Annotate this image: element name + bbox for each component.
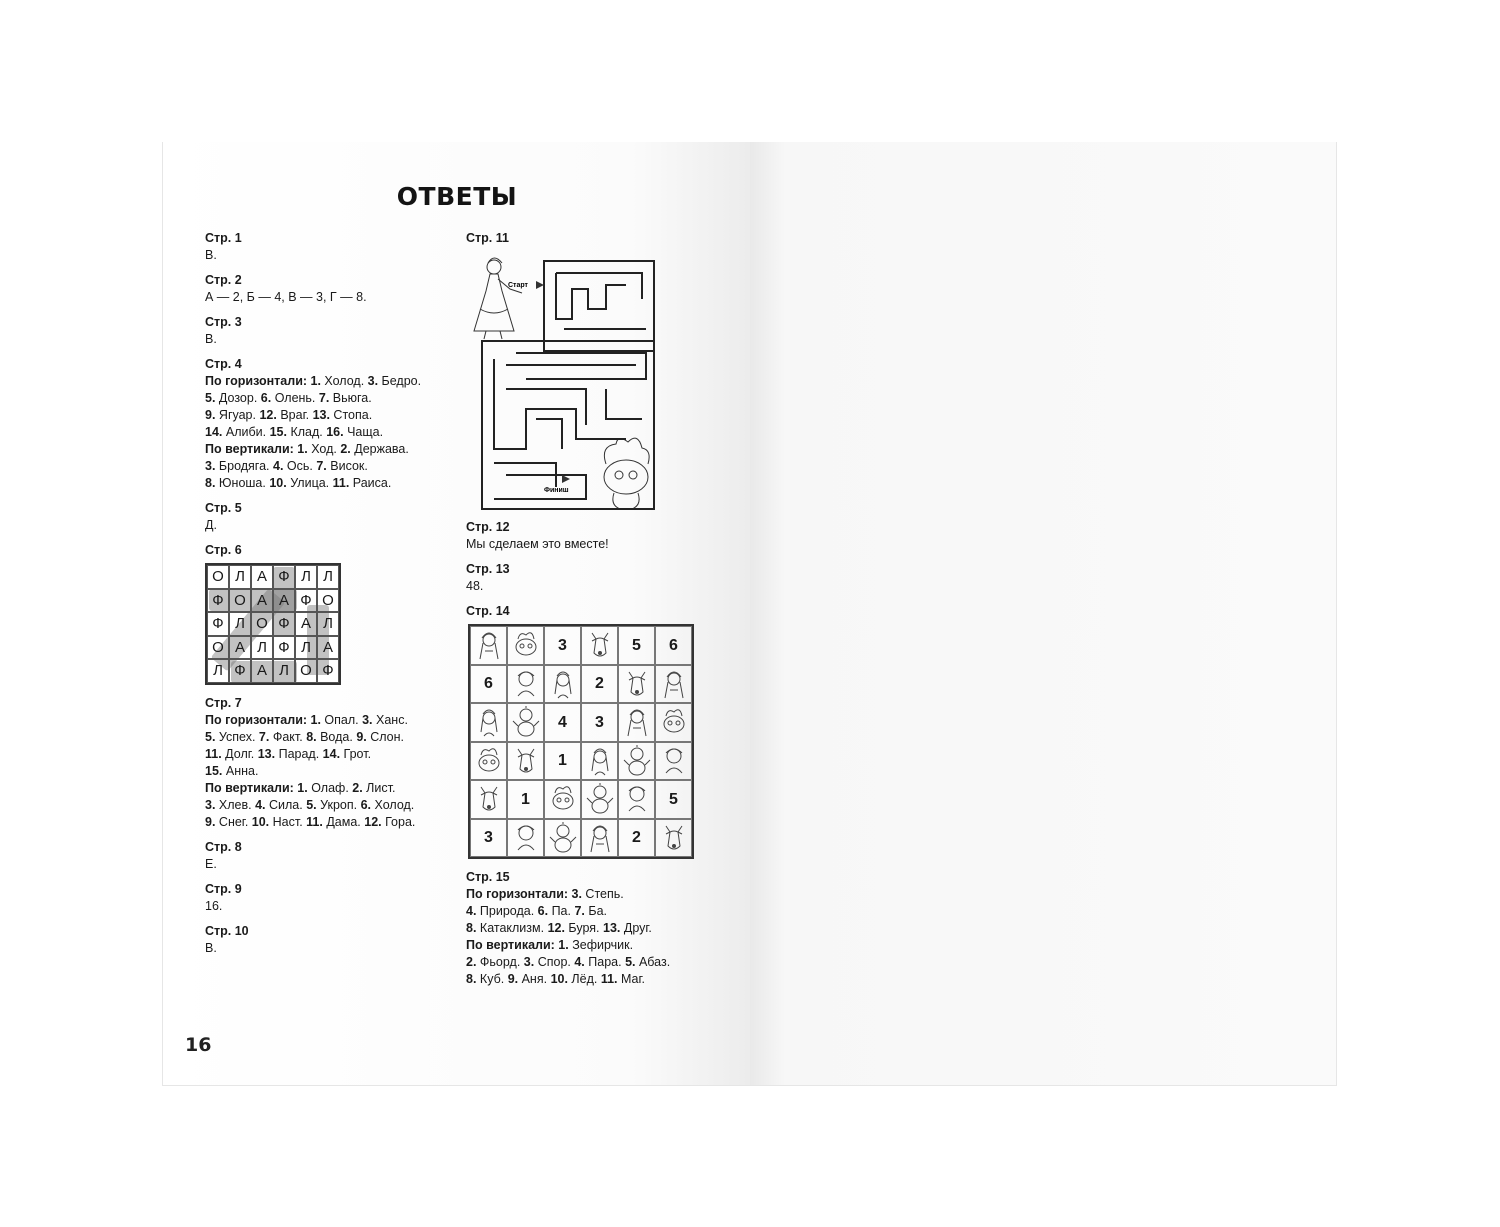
kristoff-icon	[507, 665, 544, 704]
answer-number: 11.	[332, 476, 350, 490]
answer-word: Абаз.	[635, 955, 671, 969]
answer-word: Бродяга.	[215, 459, 273, 473]
answer-number: 3.	[523, 955, 535, 969]
grid-letter: Л	[273, 659, 295, 683]
answer-line	[205, 458, 465, 475]
answer-text: А — 2, Б — 4, В — 3, Г — 8.	[205, 290, 367, 304]
answer-line	[205, 390, 465, 407]
page-ref: Стр. 9	[205, 881, 242, 896]
answer-word: Клад.	[286, 425, 327, 439]
answer-number: По горизонтали: 1.	[205, 712, 321, 727]
answer-block	[205, 839, 465, 873]
answer-number: 5.	[625, 955, 636, 969]
answer-word: Бедро.	[378, 374, 422, 388]
page-ref: Стр. 10	[205, 923, 249, 938]
answer-word: Олаф.	[307, 780, 353, 795]
answer-number: 6.	[360, 797, 372, 812]
answer-block	[205, 230, 465, 264]
answer-text: 48.	[466, 579, 484, 593]
answer-number: По вертикали: 1.	[205, 442, 308, 456]
sven-icon	[655, 819, 692, 858]
kristoff-icon	[507, 819, 544, 858]
answer-block-p11	[466, 230, 726, 511]
grid-letter: Ф	[273, 636, 295, 660]
answer-number: 4.	[255, 797, 266, 812]
answer-word: Юноша.	[215, 476, 270, 490]
elsa-icon	[470, 626, 507, 665]
answer-block	[205, 356, 465, 492]
answer-number: По вертикали: 1.	[466, 938, 569, 952]
answer-word: Ба.	[584, 904, 607, 918]
bruni-icon	[655, 703, 692, 742]
answer-number: 16.	[326, 425, 344, 439]
answer-number: 4.	[574, 955, 585, 969]
answer-line	[205, 424, 465, 441]
answer-word: Па.	[548, 904, 575, 918]
answer-number: 9.	[205, 814, 216, 829]
answer-word: Опал.	[320, 712, 363, 727]
book-spread	[162, 142, 1337, 1086]
answer-word: Враг.	[276, 408, 313, 422]
answer-block	[205, 314, 465, 348]
answer-number: 8.	[466, 921, 477, 935]
answer-number: 12.	[364, 814, 382, 829]
answer-line	[205, 780, 465, 797]
page-ref: Стр. 4	[205, 357, 242, 371]
answer-number: 6.	[260, 391, 272, 405]
page-ref: Стр. 5	[205, 501, 242, 515]
answer-number: 8.	[205, 476, 216, 490]
sven-icon	[507, 742, 544, 781]
grid-letter: Ф	[273, 612, 295, 636]
answer-line	[466, 954, 726, 971]
page-ref: Стр. 11	[466, 231, 509, 245]
answer-number: 10.	[550, 972, 568, 986]
answer-number: 7.	[318, 391, 330, 405]
answer-word: Буря.	[564, 921, 603, 935]
answer-number: 11.	[600, 972, 618, 986]
answer-line	[205, 763, 465, 780]
answer-line	[205, 746, 465, 763]
right-page-blank	[750, 142, 1337, 1086]
sudoku-number: 2	[618, 819, 655, 858]
answer-number: 10.	[251, 814, 270, 829]
answer-word: Холод.	[371, 797, 415, 812]
elsa-character-image	[474, 258, 522, 339]
answer-text: В.	[205, 248, 217, 262]
answer-number: 3.	[367, 374, 379, 388]
answer-word: Анна.	[222, 763, 259, 778]
answer-number: 13.	[603, 921, 621, 935]
sven-icon	[618, 665, 655, 704]
answer-block	[205, 923, 465, 957]
picture-sudoku-grid	[468, 624, 694, 859]
answer-number: 14.	[205, 425, 223, 439]
answer-number: 2.	[340, 442, 351, 456]
page-ref: Стр. 8	[205, 839, 242, 854]
answer-word: Друг.	[620, 921, 652, 935]
answer-text: В.	[205, 940, 217, 955]
answer-number: 3.	[362, 712, 373, 727]
answer-block-p13	[466, 561, 726, 595]
answer-number: 15.	[205, 763, 223, 778]
answer-word: Вода.	[316, 729, 357, 744]
answer-line	[466, 937, 726, 954]
grid-letter: Л	[295, 565, 317, 589]
answer-number: 12.	[259, 408, 277, 422]
answer-word: Раиса.	[349, 476, 392, 490]
page-ref: Стр. 14	[466, 604, 510, 618]
answer-word: Катаклизм.	[476, 921, 548, 935]
answer-block-p14	[466, 603, 726, 859]
grid-letter: Ф	[295, 589, 317, 613]
page-ref: Стр. 13	[466, 562, 510, 576]
answer-word: Висок.	[326, 459, 368, 473]
grid-letter: Л	[229, 565, 251, 589]
answer-number: 13.	[257, 746, 276, 761]
maze-arrows	[536, 281, 570, 483]
answer-number: По горизонтали: 1.	[205, 374, 321, 388]
answer-word: Олень.	[271, 391, 319, 405]
grid-letter: О	[229, 589, 251, 613]
answer-word: Факт.	[269, 729, 307, 744]
answer-line	[466, 903, 726, 920]
grid-letter: А	[251, 659, 273, 683]
sudoku-number: 3	[581, 703, 618, 742]
answer-number: По вертикали: 1.	[205, 780, 308, 795]
answer-number: 15.	[269, 425, 287, 439]
grid-letter: Ф	[207, 589, 229, 613]
answer-text: Д.	[205, 518, 217, 532]
answer-word: Фьорд.	[476, 955, 524, 969]
answer-word: Алиби.	[222, 425, 270, 439]
answer-number: 9.	[507, 972, 519, 986]
answer-number: 8.	[306, 729, 317, 744]
grid-letter: О	[207, 565, 229, 589]
answer-line	[205, 814, 465, 831]
grid-letter: А	[295, 612, 317, 636]
answer-word: Дама.	[322, 814, 365, 829]
answer-word: Гора.	[381, 814, 416, 829]
answers-right-column	[466, 230, 726, 996]
sudoku-number: 2	[581, 665, 618, 704]
sudoku-number: 6	[470, 665, 507, 704]
answers-left-column	[205, 230, 465, 965]
answer-block	[205, 272, 465, 306]
answer-block	[205, 881, 465, 915]
page-ref: Стр. 12	[466, 520, 510, 534]
answer-line	[205, 797, 465, 814]
olaf-icon	[581, 780, 618, 819]
start-label: Старт	[508, 282, 528, 289]
answer-number: 11.	[306, 814, 323, 829]
answer-block	[205, 542, 465, 685]
word-search-grid	[205, 563, 341, 685]
answer-number: 12.	[547, 921, 565, 935]
answer-word: Дозор.	[215, 391, 261, 405]
sudoku-number: 6	[655, 626, 692, 665]
grid-letter: А	[251, 589, 273, 613]
bruni-character-image	[604, 438, 649, 509]
answer-number: 9.	[205, 408, 216, 422]
answer-word: Чаща.	[343, 425, 384, 439]
answer-line	[466, 971, 726, 988]
olaf-icon	[507, 703, 544, 742]
answer-number: 6.	[537, 904, 549, 918]
page-ref: Стр. 7	[205, 695, 242, 710]
grid-letter: Ф	[317, 659, 339, 683]
sudoku-number: 5	[618, 626, 655, 665]
kristoff-icon	[618, 780, 655, 819]
answer-block-p15	[466, 869, 726, 988]
bruni-icon	[507, 626, 544, 665]
answer-word: Спор.	[534, 955, 575, 969]
olaf-icon	[618, 742, 655, 781]
answer-word: Зефирчик.	[568, 938, 634, 952]
grid-letter: Ф	[229, 659, 251, 683]
elsa-icon	[581, 819, 618, 858]
answer-line	[205, 712, 465, 729]
answer-number: 3.	[205, 797, 216, 812]
anna-icon	[544, 665, 581, 704]
page-ref: Стр. 6	[205, 543, 242, 557]
elsa-icon	[655, 665, 692, 704]
answer-word: Наст.	[269, 814, 307, 829]
answer-number: 10.	[269, 476, 287, 490]
maze-illustration	[466, 249, 666, 511]
grid-letter: А	[229, 636, 251, 660]
answer-number: 8.	[466, 972, 477, 986]
answer-word: Слон.	[366, 729, 405, 744]
answer-word: Ханс.	[372, 712, 408, 727]
answer-word: Ось.	[283, 459, 317, 473]
grid-letter: Л	[207, 659, 229, 683]
grid-letter: Л	[251, 636, 273, 660]
answer-number: 3.	[205, 459, 216, 473]
answer-text: Е.	[205, 856, 217, 871]
grid-letter: О	[251, 612, 273, 636]
answer-number: 2.	[466, 955, 477, 969]
answer-line	[205, 407, 465, 424]
answer-word: Ход.	[307, 442, 341, 456]
answer-line	[205, 475, 465, 492]
elsa-icon	[618, 703, 655, 742]
answer-number: 7.	[258, 729, 270, 744]
grid-letter: А	[251, 565, 273, 589]
answer-line	[466, 920, 726, 937]
answer-text: Мы сделаем это вместе!	[466, 537, 609, 551]
anna-icon	[581, 742, 618, 781]
answer-number: 7.	[316, 459, 327, 473]
sven-icon	[470, 780, 507, 819]
answer-word: Укроп.	[316, 797, 361, 812]
answer-word: Холод.	[320, 374, 368, 388]
answer-word: Держава.	[350, 442, 409, 456]
page-ref: Стр. 15	[466, 870, 510, 884]
answer-number: По горизонтали: 3.	[466, 887, 582, 901]
answer-number: 11.	[205, 746, 222, 761]
answer-number: 9.	[356, 729, 367, 744]
page-ref: Стр. 3	[205, 315, 242, 329]
bruni-icon	[470, 742, 507, 781]
grid-letter: О	[295, 659, 317, 683]
answer-line	[466, 886, 726, 903]
answer-word: Стопа.	[329, 408, 373, 422]
maze-walls	[482, 261, 654, 509]
answer-number: 5.	[306, 797, 317, 812]
answer-block	[205, 695, 465, 831]
answer-word: Хлев.	[215, 797, 256, 812]
answer-number: 4.	[466, 904, 477, 918]
grid-letter: О	[207, 636, 229, 660]
sudoku-number: 4	[544, 703, 581, 742]
maze-drawing	[466, 249, 666, 511]
answer-line	[205, 729, 465, 746]
answer-word: Вьюга.	[329, 391, 372, 405]
answer-word: Лёд.	[567, 972, 601, 986]
olaf-icon	[544, 819, 581, 858]
answer-word: Парад.	[275, 746, 323, 761]
grid-letter: Ф	[273, 565, 295, 589]
sudoku-number: 1	[544, 742, 581, 781]
answer-word: Природа.	[476, 904, 538, 918]
page-ref: Стр. 2	[205, 273, 242, 287]
answer-word: Ягуар.	[215, 408, 260, 422]
answer-number: 5.	[205, 729, 216, 744]
answer-line	[205, 441, 465, 458]
grid-letter: О	[317, 589, 339, 613]
answer-text: 16.	[205, 898, 223, 913]
answer-word: Долг.	[221, 746, 258, 761]
answer-word: Снег.	[215, 814, 252, 829]
sudoku-number: 3	[470, 819, 507, 858]
sudoku-number: 5	[655, 780, 692, 819]
answer-word: Сила.	[265, 797, 307, 812]
grid-letter: Ф	[207, 612, 229, 636]
answer-number: 4.	[273, 459, 284, 473]
anna-icon	[470, 703, 507, 742]
sven-icon	[581, 626, 618, 665]
sudoku-number: 3	[544, 626, 581, 665]
page-number: 16	[185, 1034, 212, 1056]
finish-label: Финиш	[544, 487, 569, 494]
answer-number: 5.	[205, 391, 216, 405]
grid-letter: Л	[295, 636, 317, 660]
page-ref: Стр. 1	[205, 231, 242, 245]
grid-letter: Л	[229, 612, 251, 636]
answer-word: Степь.	[581, 887, 624, 901]
answer-block-p12	[466, 519, 726, 553]
answer-number: 13.	[312, 408, 330, 422]
answer-word: Успех.	[215, 729, 259, 744]
answer-number: 14.	[322, 746, 341, 761]
answer-word: Пара.	[584, 955, 626, 969]
answer-word: Грот.	[340, 746, 372, 761]
sudoku-number: 1	[507, 780, 544, 819]
answer-word: Маг.	[617, 972, 645, 986]
answer-number: 2.	[352, 780, 363, 795]
answer-word: Лист.	[362, 780, 396, 795]
answer-line	[205, 373, 465, 390]
kristoff-icon	[655, 742, 692, 781]
answer-text: В.	[205, 332, 217, 346]
grid-letter: А	[317, 636, 339, 660]
answer-word: Аня.	[518, 972, 551, 986]
grid-letter: Л	[317, 612, 339, 636]
left-page	[162, 142, 750, 1086]
page-title: ОТВЕТЫ	[396, 182, 518, 211]
answer-word: Куб.	[476, 972, 508, 986]
answer-word: Улица.	[286, 476, 333, 490]
grid-letter: Л	[317, 565, 339, 589]
grid-letter: А	[273, 589, 295, 613]
answer-block	[205, 500, 465, 534]
answer-number: 7.	[574, 904, 585, 918]
bruni-icon	[544, 780, 581, 819]
